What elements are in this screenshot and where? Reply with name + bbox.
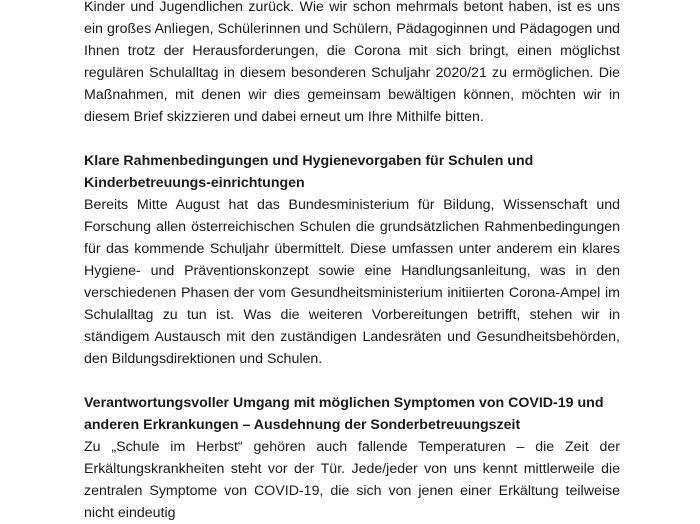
section-body-symptome: Zu „Schule im Herbst“ gehören auch fallende Temperaturen – die Zeit der Erkältungskrankheiten steht vor der Tür. Jede/jeder von uns kennt mittlerweile die zentralen Symptome von COVID-19, die sich von jenen einer Erkältung teilweise nicht eindeutig [84, 439, 620, 521]
section-heading-rahmenbedingungen: Klare Rahmenbedingungen und Hygienevorgaben für Schulen und Kinderbetreuungs-einrichtungen [84, 153, 534, 191]
paragraph-spacer [84, 128, 620, 150]
document-page [84, 0, 620, 524]
section-heading-symptome: Verantwortungsvoller Umgang mit möglichen Symptomen von COVID-19 und anderen Erkrankungen – Ausdehnung der Sonderbetreuungszeit [84, 395, 604, 433]
paragraph-spacer [84, 370, 620, 392]
intro-paragraph: Kinder und Jugendlichen zurück. Wie wir schon mehrmals betont haben, ist es uns ein großes Anliegen, Schülerinnen und Schülern, Pädagoginnen und Pädagogen und Ihnen trotz der Herausforderungen, die Corona mit sich bringt, einen möglichst regulären Schulalltag in diesem besonderen Schuljahr 2020/21 zu ermöglichen. Die Maßnahmen, mit denen wir dies gemeinsam bewältigen können, möchten wir in diesem Brief skizzieren und dabei erneut um Ihre Mithilfe bitten. [84, 0, 620, 125]
section-body-rahmenbedingungen: Bereits Mitte August hat das Bundesministerium für Bildung, Wissenschaft und Forschung allen österreichischen Schulen die grundsätzlichen Rahmenbedingungen für das kommende Schuljahr übermittelt. Diese umfassen unter anderem ein klares Hygiene- und Präventionskonzept sowie eine Handlungsanleitung, was in den verschiedenen Phasen der vom Gesundheitsministerium initiierten Corona-Ampel im Schulalltag zu tun ist. Was die weiteren Vorbereitungen betrifft, stehen wir in ständigem Austausch mit den zuständigen Landesräten und Gesundheitsbehörden, den Bildungsdirektionen und Schulen. [84, 197, 620, 367]
